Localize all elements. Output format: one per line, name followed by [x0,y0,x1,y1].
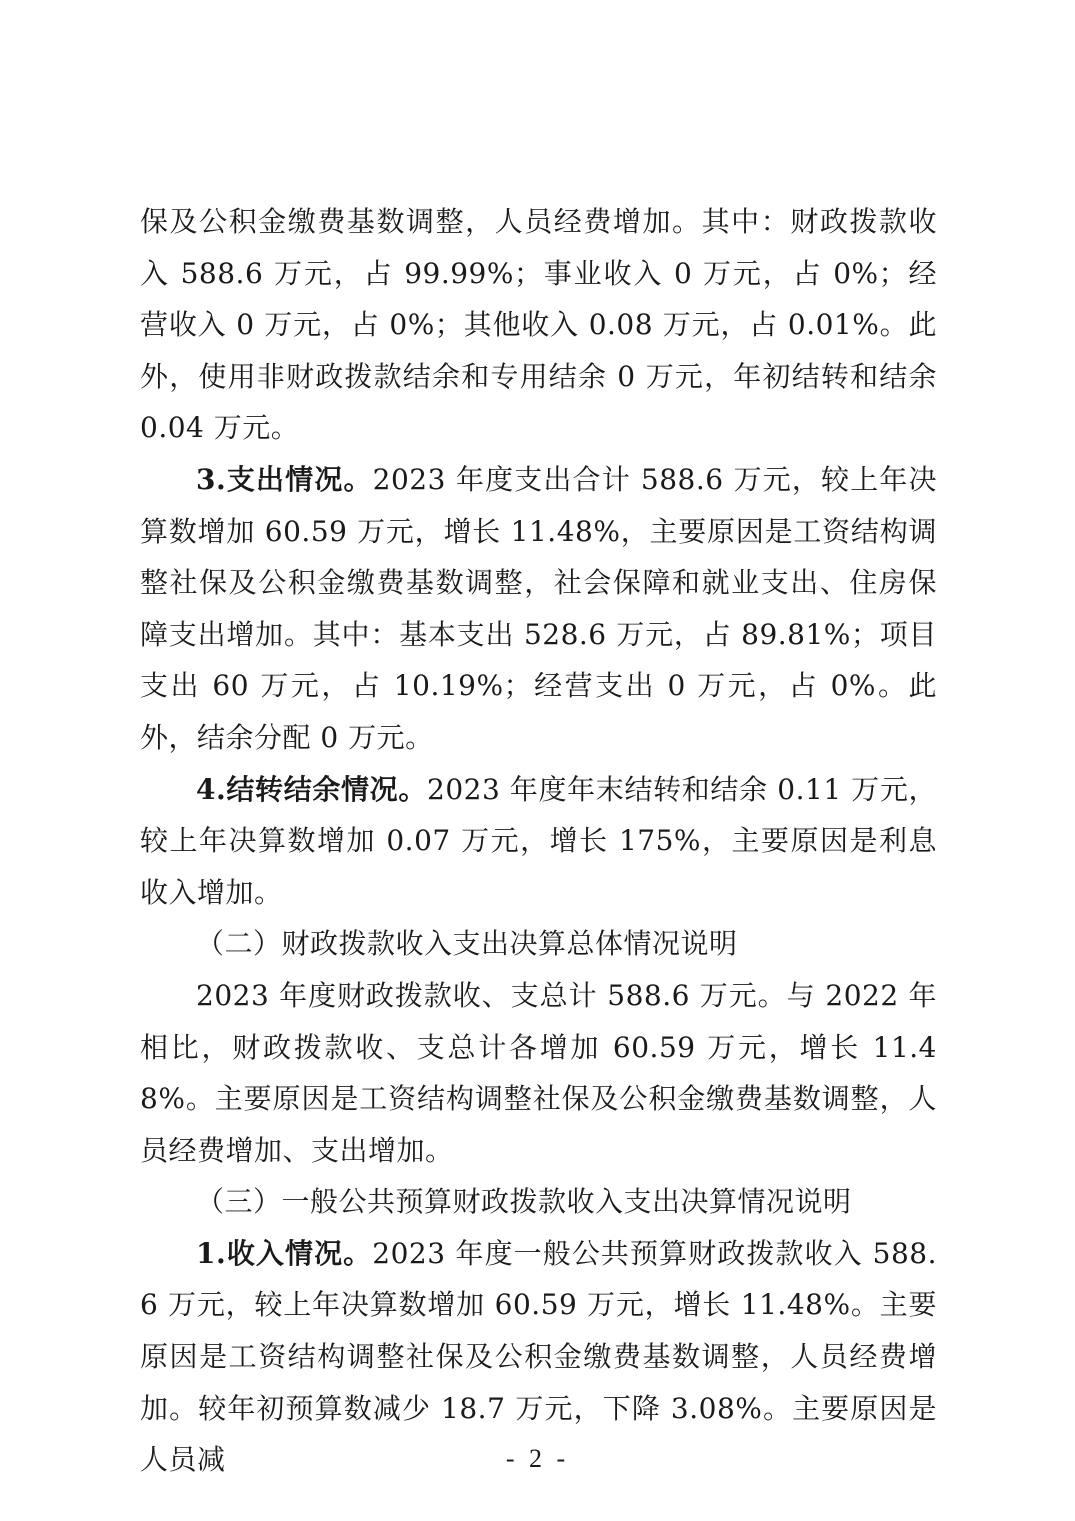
page-number: - 2 - [505,1444,570,1473]
paragraph-lead-carryover: 4.结转结余情况。 [196,772,427,806]
paragraph-text: 2023 年度支出合计 588.6 万元，较上年决算数增加 60.59 万元，增长 11.48%，主要原因是工资结构调整社保及公积金缴费基数调整，社会保障和就业支出、住房保障支出增加。其中：基本支出 528.6 万元，占 89.81%；项目支出 60 万元，占 10.19%；经营支出 0 万元，占 0%。此外，结余分配 0 万元。 [140,462,938,754]
paragraph-lead-income: 1.收入情况。 [196,1236,373,1270]
paragraph-income-continued [140,196,937,454]
document-body [140,196,937,1486]
section-heading-fiscal-overall: （二）财政拨款收入支出决算总体情况说明 [196,927,738,961]
paragraph-text: 2023 年度一般公共预算财政拨款收入 588.6 万元，较上年决算数增加 60.59 万元，增长 11.48%。主要原因是工资结构调整社保及公积金缴费基数调整，人员经费增加。较年初预算数减少 18.7 万元，下降 3.08%。主要原因是人员减 [140,1236,938,1477]
paragraph-text: 保及公积金缴费基数调整，人员经费增加。其中：财政拨款收入 588.6 万元，占 99.99%；事业收入 0 万元，占 0%；经营收入 0 万元，占 0%；其他收入 0.08 万元，占 0.01%。此外，使用非财政拨款结余和专用结余 0 万元，年初结转和结余 0.04 万元。 [140,205,937,445]
paragraph-text: 2023 年度财政拨款收、支总计 588.6 万元。与 2022 年相比，财政拨款收、支总计各增加 60.59 万元，增长 11.48%。主要原因是工资结构调整社保及公积金缴费基数调整，人员经费增加、支出增加。 [140,978,937,1167]
paragraph-expenditure [140,454,937,764]
paragraph-text: 2023 年度年末结转和结余 0.11 万元，较上年决算数增加 0.07 万元，增长 175%，主要原因是利息收入增加。 [140,772,938,909]
paragraph-lead-expenditure: 3.支出情况。 [196,462,373,496]
section-heading-general-budget: （三）一般公共预算财政拨款收入支出决算情况说明 [196,1185,852,1219]
paragraph-fiscal-overall [140,970,937,1176]
paragraph-carryover [140,764,937,919]
